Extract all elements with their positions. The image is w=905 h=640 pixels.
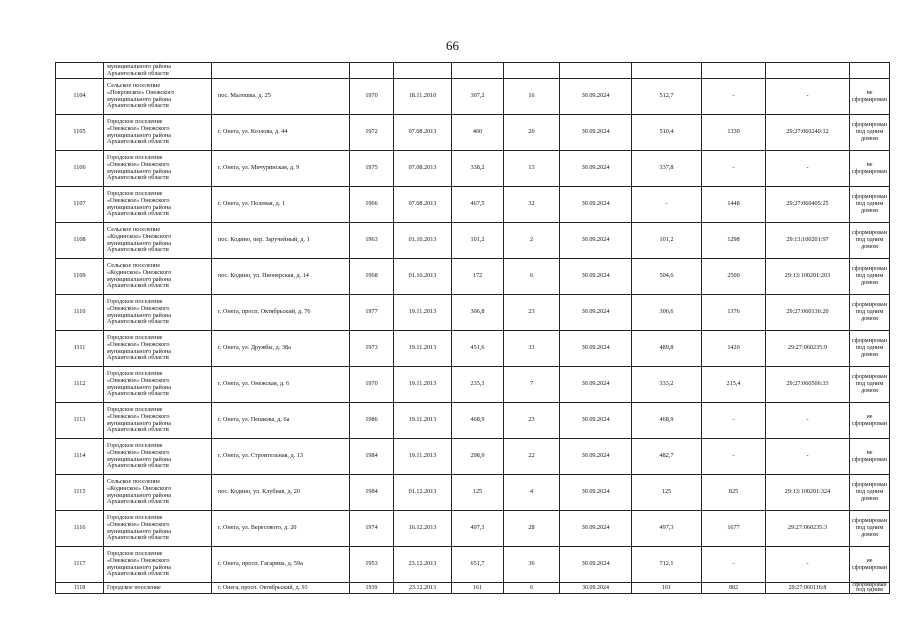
cell-cadastral: - — [766, 151, 850, 187]
cell-cadastral: 29:27:060240:12 — [766, 115, 850, 151]
cell-date: 23.12.2013 — [394, 547, 452, 583]
cell-area2: 504,6 — [632, 259, 702, 295]
cell-municipality: Городское поселение «Онежское» Онежского муниципального района Архангельской области — [104, 547, 212, 583]
cell-area: 651,7 — [452, 547, 504, 583]
cell-cadastral: 29:13:100201:203 — [766, 259, 850, 295]
cell-residents: 2 — [504, 223, 560, 259]
cell-address: пос. Кодино, ул. Пионерская, д. 14 — [212, 259, 350, 295]
cell-cadastral: 29:13:100201:97 — [766, 223, 850, 259]
cell-address: г. Онега, просп. Гагарина, д. 59а — [212, 547, 350, 583]
cell-year: 1973 — [350, 331, 394, 367]
cell-municipality: Городское поселение «Онежское» Онежского муниципального района Архангельской области — [104, 295, 212, 331]
cell-municipality: Городское поселение — [104, 583, 212, 594]
cell-status: сформирован под одним домом — [850, 259, 890, 295]
cell-municipality: муниципального района Архангельской области — [104, 63, 212, 79]
cell-deadline: 30.09.2024 — [560, 511, 632, 547]
cell-status: сформирован под одним домом — [850, 187, 890, 223]
cell-land-area: 1330 — [702, 115, 766, 151]
cell-municipality: Городское поселение «Онежское» Онежского муниципального района Архангельской области — [104, 403, 212, 439]
cell-cadastral: 29:27:060116:8 — [766, 583, 850, 594]
cell-residents: 22 — [504, 439, 560, 475]
cell-status: сформирован под одним домом — [850, 331, 890, 367]
page-number: 66 — [446, 38, 459, 53]
table-row — [56, 151, 890, 187]
cell-cadastral: 29:27:060235:9 — [766, 331, 850, 367]
cell-area: 497,3 — [452, 511, 504, 547]
cell-no: 1111 — [56, 331, 104, 367]
cell-deadline: 30.09.2024 — [560, 403, 632, 439]
cell-no: 1116 — [56, 511, 104, 547]
cell-no: 1113 — [56, 403, 104, 439]
cell-year: 1972 — [350, 115, 394, 151]
cell-area: 101,2 — [452, 223, 504, 259]
cell-residents: 6 — [504, 259, 560, 295]
cell-area2: 161 — [632, 583, 702, 594]
cell-status: сформирован под одним домом — [850, 475, 890, 511]
cell-address: г. Онега, ул. Полевая, д. 1 — [212, 187, 350, 223]
cell-no: 1112 — [56, 367, 104, 403]
cell-municipality: Сельское поселение «Кодинское» Онежского муниципального района Архангельской области — [104, 259, 212, 295]
cell-land-area: - — [702, 79, 766, 115]
table-row — [56, 259, 890, 295]
cell-date — [394, 63, 452, 79]
cell-residents: 20 — [504, 115, 560, 151]
cell-address: г. Онега, ул. Дружбы, д. 38а — [212, 331, 350, 367]
cell-no — [56, 63, 104, 79]
cell-land-area: 882 — [702, 583, 766, 594]
cell-no: 1105 — [56, 115, 104, 151]
cell-area: 338,2 — [452, 151, 504, 187]
cell-address: г. Онега, ул. Козлова, д. 44 — [212, 115, 350, 151]
table-row — [56, 403, 890, 439]
cell-municipality: Городское поселение «Онежское» Онежского муниципального района Архангельской области — [104, 331, 212, 367]
cell-deadline: 30.09.2024 — [560, 583, 632, 594]
cell-address: г. Онега, ул. Мичуринская, д. 9 — [212, 151, 350, 187]
cell-year: 1939 — [350, 583, 394, 594]
cell-year: 1970 — [350, 79, 394, 115]
cell-land-area: 215,4 — [702, 367, 766, 403]
cell-date: 16.12.2013 — [394, 511, 452, 547]
cell-year: 1975 — [350, 151, 394, 187]
cell-status — [850, 63, 890, 79]
table-row — [56, 547, 890, 583]
table-row — [56, 367, 890, 403]
housing-table — [55, 62, 890, 594]
cell-residents: 6 — [504, 583, 560, 594]
cell-deadline: 30.09.2024 — [560, 115, 632, 151]
cell-status: не сформирован — [850, 151, 890, 187]
cell-municipality: Городское поселение «Онежское» Онежского муниципального района Архангельской области — [104, 367, 212, 403]
cell-area: 172 — [452, 259, 504, 295]
cell-deadline: 30.09.2024 — [560, 331, 632, 367]
cell-cadastral: 29:27:060136:20 — [766, 295, 850, 331]
cell-area2: 337,8 — [632, 151, 702, 187]
cell-area2: 306,6 — [632, 295, 702, 331]
cell-address: г. Онега, просп. Октябрьский, д. 93 — [212, 583, 350, 594]
cell-municipality: Сельское поселение «Покровское» Онежского муниципального района Архангельской области — [104, 79, 212, 115]
cell-no: 1104 — [56, 79, 104, 115]
table-row — [56, 511, 890, 547]
cell-residents: 28 — [504, 511, 560, 547]
table-row — [56, 115, 890, 151]
cell-area: 451,6 — [452, 331, 504, 367]
cell-year: 1963 — [350, 223, 394, 259]
cell-residents: 33 — [504, 331, 560, 367]
cell-area2: 510,4 — [632, 115, 702, 151]
cell-date: 18.11.2010 — [394, 79, 452, 115]
cell-address: г. Онега, ул. Пешкова, д. 6а — [212, 403, 350, 439]
cell-no: 1117 — [56, 547, 104, 583]
cell-land-area: 1677 — [702, 511, 766, 547]
cell-residents: 32 — [504, 187, 560, 223]
cell-year: 1966 — [350, 187, 394, 223]
cell-deadline: 30.09.2024 — [560, 187, 632, 223]
cell-address: пос. Кодино, пер. Заручейный, д. 1 — [212, 223, 350, 259]
cell-residents: 16 — [504, 79, 560, 115]
cell-deadline — [560, 63, 632, 79]
cell-year: 1970 — [350, 367, 394, 403]
table-row — [56, 79, 890, 115]
cell-year: 1986 — [350, 403, 394, 439]
cell-no: 1108 — [56, 223, 104, 259]
cell-no: 1109 — [56, 259, 104, 295]
table-row — [56, 331, 890, 367]
cell-municipality: Сельское поселение «Кодинское» Онежского муниципального района Архангельской области — [104, 475, 212, 511]
cell-date: 01.10.2013 — [394, 259, 452, 295]
cell-land-area — [702, 63, 766, 79]
cell-deadline: 30.09.2024 — [560, 223, 632, 259]
table-body — [56, 63, 890, 594]
cell-area2: 497,3 — [632, 511, 702, 547]
cell-date: 01.10.2013 — [394, 223, 452, 259]
cell-land-area: 2500 — [702, 259, 766, 295]
cell-deadline: 30.09.2024 — [560, 439, 632, 475]
cell-address: пос. Малошка, д. 25 — [212, 79, 350, 115]
cell-date: 19.11.2013 — [394, 331, 452, 367]
cell-cadastral — [766, 63, 850, 79]
cell-residents: 4 — [504, 475, 560, 511]
cell-date: 07.08.2013 — [394, 151, 452, 187]
cell-municipality: Городское поселение «Онежское» Онежского муниципального района Архангельской области — [104, 115, 212, 151]
cell-status: сформирован под одним домом — [850, 367, 890, 403]
cell-year: 1984 — [350, 439, 394, 475]
cell-year — [350, 63, 394, 79]
cell-address: г. Онега, просп. Октябрьский, д. 76 — [212, 295, 350, 331]
cell-residents: 36 — [504, 547, 560, 583]
cell-area: 298,9 — [452, 439, 504, 475]
table-row — [56, 187, 890, 223]
cell-status: сформирован под одним домом — [850, 115, 890, 151]
cell-area2 — [632, 63, 702, 79]
cell-area: 306,8 — [452, 295, 504, 331]
cell-no: 1115 — [56, 475, 104, 511]
cell-deadline: 30.09.2024 — [560, 475, 632, 511]
cell-land-area: - — [702, 439, 766, 475]
cell-area2: 125 — [632, 475, 702, 511]
cell-no: 1110 — [56, 295, 104, 331]
cell-deadline: 30.09.2024 — [560, 259, 632, 295]
cell-area: 307,2 — [452, 79, 504, 115]
cell-date: 01.12.2013 — [394, 475, 452, 511]
cell-residents: 23 — [504, 403, 560, 439]
cell-residents: 7 — [504, 367, 560, 403]
cell-status: не сформирован — [850, 403, 890, 439]
cell-year: 1953 — [350, 547, 394, 583]
cell-area: 468,9 — [452, 403, 504, 439]
cell-cadastral: 29:27:060235:3 — [766, 511, 850, 547]
cell-status: не сформирован — [850, 79, 890, 115]
cell-date: 19.11.2013 — [394, 439, 452, 475]
cell-area2: 512,7 — [632, 79, 702, 115]
cell-status: не сформирован — [850, 439, 890, 475]
cell-land-area: 1448 — [702, 187, 766, 223]
cell-area2: 482,7 — [632, 439, 702, 475]
housing-table-wrapper — [55, 62, 889, 593]
cell-residents — [504, 63, 560, 79]
cell-date: 19.11.2013 — [394, 367, 452, 403]
cell-year: 1977 — [350, 295, 394, 331]
cell-area2: 468,9 — [632, 403, 702, 439]
cell-municipality: Сельское поселение «Кодинское» Онежского муниципального района Архангельской области — [104, 223, 212, 259]
cell-status: сформирован под одним домом — [850, 223, 890, 259]
cell-area: 125 — [452, 475, 504, 511]
cell-date: 23.12.2013 — [394, 583, 452, 594]
cell-deadline: 30.09.2024 — [560, 151, 632, 187]
cell-area2: 712,1 — [632, 547, 702, 583]
cell-no: 1118 — [56, 583, 104, 594]
cell-deadline: 30.09.2024 — [560, 547, 632, 583]
cell-area2: 489,8 — [632, 331, 702, 367]
cell-residents: 23 — [504, 295, 560, 331]
cell-address: г. Онега, ул. Вересового, д. 20 — [212, 511, 350, 547]
table-row-continuation — [56, 63, 890, 79]
cell-year: 1968 — [350, 259, 394, 295]
cell-municipality: Городское поселение «Онежское» Онежского муниципального района Архангельской области — [104, 511, 212, 547]
cell-land-area: - — [702, 151, 766, 187]
cell-land-area: 1376 — [702, 295, 766, 331]
table-row — [56, 223, 890, 259]
cell-area: 235,3 — [452, 367, 504, 403]
cell-deadline: 30.09.2024 — [560, 79, 632, 115]
cell-area2: 101,2 — [632, 223, 702, 259]
table-row — [56, 439, 890, 475]
cell-address: пос. Кодино, ул. Клубная, д. 20 — [212, 475, 350, 511]
cell-cadastral: - — [766, 403, 850, 439]
cell-area — [452, 63, 504, 79]
cell-land-area: - — [702, 403, 766, 439]
table-row — [56, 583, 890, 594]
cell-land-area: 1420 — [702, 331, 766, 367]
cell-address — [212, 63, 350, 79]
cell-cadastral: - — [766, 79, 850, 115]
cell-municipality: Городское поселение «Онежское» Онежского муниципального района Архангельской области — [104, 187, 212, 223]
cell-no: 1107 — [56, 187, 104, 223]
cell-cadastral: - — [766, 547, 850, 583]
cell-address: г. Онега, ул. Онежская, д. 6 — [212, 367, 350, 403]
cell-cadastral: 29:27:060405:25 — [766, 187, 850, 223]
cell-cadastral: - — [766, 439, 850, 475]
cell-area2: - — [632, 187, 702, 223]
cell-land-area: 1298 — [702, 223, 766, 259]
table-row — [56, 295, 890, 331]
cell-area: 460 — [452, 115, 504, 151]
cell-address: г. Онега, ул. Строительная, д. 13 — [212, 439, 350, 475]
cell-area2: 333,2 — [632, 367, 702, 403]
cell-date: 07.08.2013 — [394, 187, 452, 223]
cell-municipality: Городское поселение «Онежское» Онежского муниципального района Архангельской области — [104, 151, 212, 187]
cell-status: сформирован под одним — [850, 583, 890, 594]
cell-date: 19.11.2013 — [394, 295, 452, 331]
cell-residents: 13 — [504, 151, 560, 187]
cell-date: 19.11.2013 — [394, 403, 452, 439]
cell-no: 1106 — [56, 151, 104, 187]
cell-year: 1984 — [350, 475, 394, 511]
cell-date: 07.08.2013 — [394, 115, 452, 151]
cell-land-area: 825 — [702, 475, 766, 511]
cell-status: сформирован под одним домом — [850, 295, 890, 331]
cell-area: 161 — [452, 583, 504, 594]
cell-no: 1114 — [56, 439, 104, 475]
table-row — [56, 475, 890, 511]
cell-status: сформирован под одним домом — [850, 511, 890, 547]
cell-year: 1974 — [350, 511, 394, 547]
cell-cadastral: 29:13:100201:324 — [766, 475, 850, 511]
cell-status: не сформирован — [850, 547, 890, 583]
cell-land-area: - — [702, 547, 766, 583]
cell-municipality: Городское поселение «Онежское» Онежского муниципального района Архангельской области — [104, 439, 212, 475]
cell-deadline: 30.09.2024 — [560, 295, 632, 331]
cell-cadastral: 29:27:060506:33 — [766, 367, 850, 403]
cell-area: 467,5 — [452, 187, 504, 223]
cell-deadline: 30.09.2024 — [560, 367, 632, 403]
